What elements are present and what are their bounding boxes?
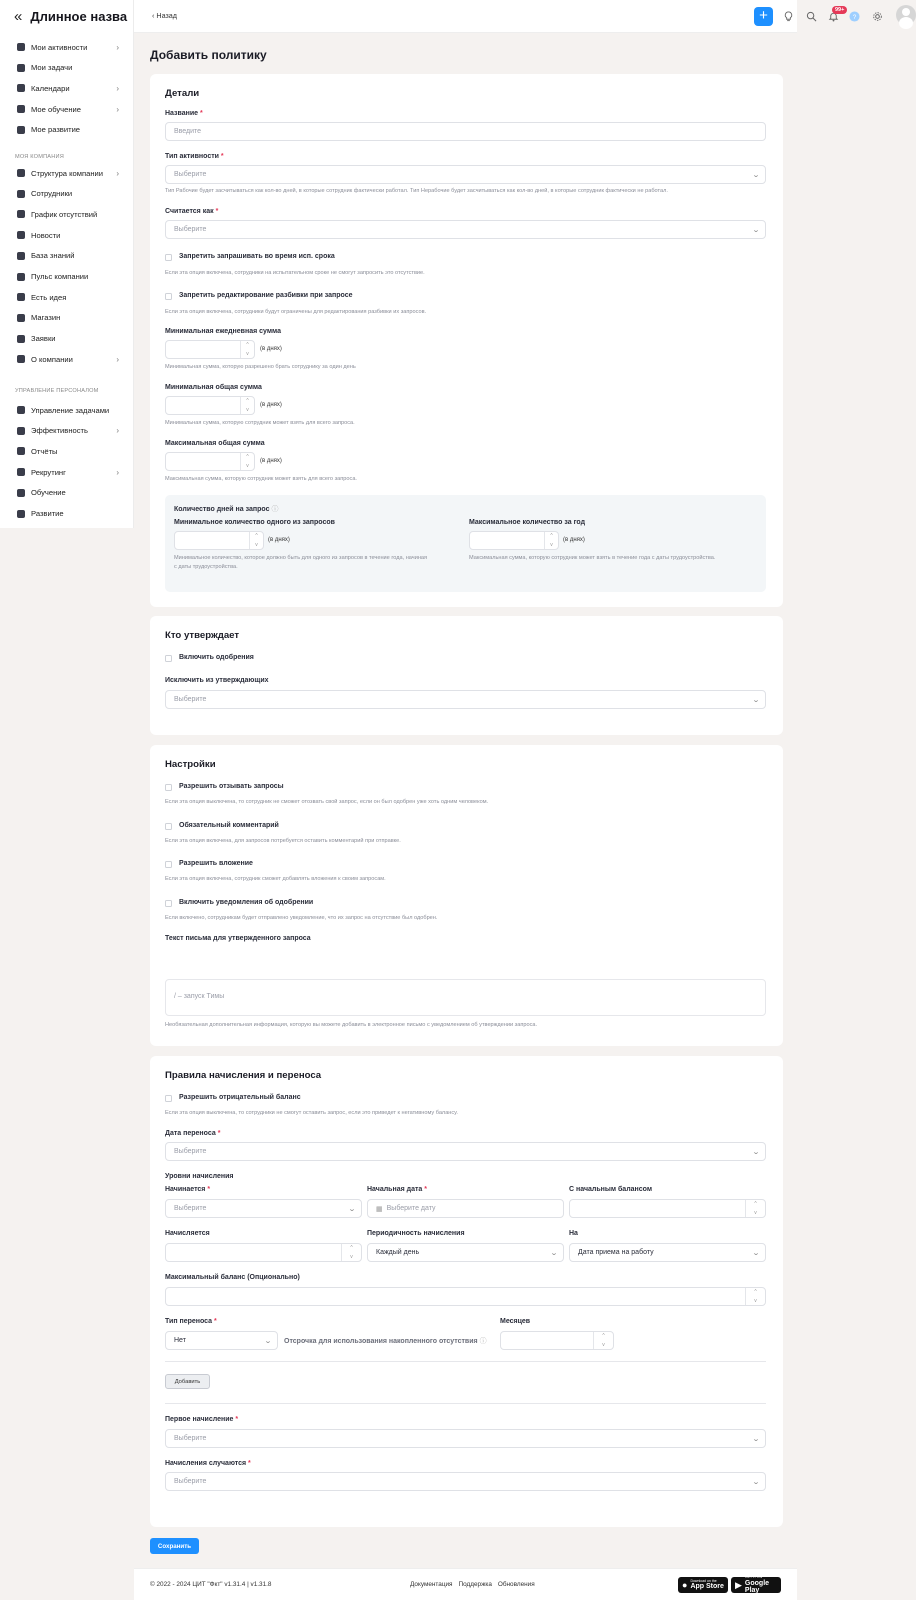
sidebar [0,0,134,528]
shop-icon [16,313,25,322]
min-per-request-label: Минимальное количество одного из запросов [174,519,335,526]
chevron-right-icon: › [116,426,119,436]
max-per-year-label: Максимальное количество за год [469,519,586,526]
months-label: Месяцев [500,1318,531,1325]
start-date-label: Начальная дата * [367,1186,427,1193]
min-per-request-hint: Минимальное количество, которое должно быть для одного из запросов в течение года, начиная [174,555,428,561]
accrual-title: Правила начисления и переноса [165,1070,322,1081]
calendar-icon [16,210,25,219]
sidebar-item[interactable] [16,270,119,284]
on-label: На [569,1230,578,1237]
sidebar-item[interactable] [16,61,119,75]
sidebar-item-label: Календари [31,83,70,93]
pulse-icon [16,272,25,281]
sidebar-item-label: О компании [31,354,73,364]
required-comment-label: Обязательный комментарий [179,822,279,829]
start-balance-label: С начальным балансом [569,1186,653,1193]
sidebar-item-label: Есть идея [31,292,67,302]
notifications-badge: 99+ [832,6,847,14]
accruals-happen-select[interactable]: Выберите ⌄ [165,1472,766,1491]
max-total-label: Максимальная общая сумма [165,440,265,447]
name-input[interactable]: Введите [165,122,766,141]
transfer-type-select[interactable]: Нет ⌄ [165,1331,278,1350]
sidebar-item[interactable] [16,507,119,521]
min-per-request-input[interactable] [174,531,264,550]
chevron-down-icon: ⌄ [751,1148,761,1156]
sidebar-header [0,0,133,32]
collapse-sidebar-icon[interactable]: « [14,7,23,25]
sidebar-item[interactable] [16,166,119,180]
unit-days: (в днях) [260,402,282,408]
sidebar-item-label: Развитие [31,509,64,518]
unit-days: (в днях) [260,458,282,464]
svg-text:?: ? [852,13,857,21]
sidebar-item[interactable] [16,228,119,242]
reports-icon [16,447,25,456]
back-link[interactable]: ‹ Назад [152,11,177,20]
months-input[interactable] [500,1331,614,1350]
section-hr: УПРАВЛЕНИЕ ПЕРСОНАЛОМ [15,388,99,394]
activity-type-select[interactable]: Выберите ⌄ [165,165,766,184]
stepper[interactable]: ^ v [745,1288,765,1305]
news-icon [16,231,25,240]
sidebar-item[interactable] [16,424,119,438]
transfer-type-label: Тип переноса * [165,1318,217,1325]
task-manage-icon [16,406,25,415]
learning-icon [16,105,25,114]
chevron-right-icon: › [116,168,119,178]
footer-link-support[interactable]: Поддержка [458,1581,492,1588]
required-comment-hint: Если эта опция включена, для запросов потребуется оставить комментарий при отправке. [165,838,401,844]
sidebar-item-label: Пульс компании [31,272,89,281]
sidebar-item[interactable] [16,311,119,325]
periodicity-select[interactable]: Каждый день ⌄ [367,1243,564,1262]
page-title: Добавить политику [150,48,267,62]
tasks-icon [16,63,25,72]
book-icon [16,125,25,134]
folder-icon [16,334,25,343]
efficiency-icon [16,426,25,435]
footer-link-updates[interactable]: Обновления [497,1581,535,1588]
create-button[interactable]: + [754,7,773,26]
approval-notify-hint: Если включено, сотрудникам будет отправлено уведомление, что их запрос на отсутствие был одобрен. [165,915,438,921]
development-icon [16,509,25,518]
back-label: Назад [156,11,177,20]
sidebar-item-label: Структура компании [31,168,103,178]
max-balance-label: Максимальный баланс (Опционально) [165,1274,300,1281]
accrual-card [150,1056,783,1527]
chevron-down-icon: ⌄ [751,1249,761,1257]
copyright: © 2022 - 2024 ЦИТ "Фкт" v1.31.4 | v1.31.8 [150,1581,272,1588]
settings-icon[interactable] [872,11,883,22]
first-accrual-label: Первое начисление * [165,1416,239,1423]
transfer-date-label: Дата переноса * [165,1130,221,1137]
sidebar-item[interactable] [16,465,119,479]
footer-link-docs[interactable]: Документация [410,1581,453,1588]
details-title: Детали [165,88,200,99]
sidebar-item[interactable] [16,332,119,346]
stepper[interactable]: ^ v [249,532,263,549]
play-icon: ▶ [735,1579,742,1590]
allow-withdraw-label: Разрешить отзывать запросы [179,783,284,790]
structure-icon [16,169,25,178]
accrues-input[interactable] [165,1243,362,1262]
approval-notify-checkbox[interactable] [165,900,172,907]
email-text-editor[interactable] [165,979,766,1016]
first-accrual-select[interactable]: Выберите ⌄ [165,1429,766,1448]
unit-days: (в днях) [268,537,290,543]
stepper[interactable]: ^ v [341,1244,361,1261]
forbid-probation-label: Запретить запрашивать во время исп. срока [179,253,335,260]
accrual-levels-label: Уровни начисления [165,1173,234,1180]
max-total-hint: Максимальная сумма, которую сотрудник может взять для всего запроса. [165,476,357,482]
exclude-approvers-select[interactable]: Выберите ⌄ [165,690,766,709]
sidebar-item-label: Отчёты [31,446,58,456]
company-icon [16,355,25,364]
forbid-probation-checkbox[interactable] [165,254,172,261]
approvers-card [150,616,783,735]
unit-days: (в днях) [563,537,585,543]
calendar-icon [16,84,25,93]
stepper[interactable]: ^ v [745,1200,765,1217]
forbid-split-checkbox[interactable] [165,293,172,300]
chevron-down-icon: ⌄ [751,171,761,179]
divider [165,1361,766,1362]
footer [134,1568,797,1600]
allow-attachment-checkbox[interactable] [165,861,172,868]
book-icon [16,251,25,260]
activity-icon [16,43,25,52]
activity-type-label: Тип активности * [165,153,224,160]
section-my-company: МОЯ КОМПАНИЯ [15,154,64,160]
accrues-label: Начисляется [165,1230,210,1237]
approvers-title: Кто утверждает [165,630,240,641]
sidebar-item[interactable] [16,187,119,201]
approval-notify-label: Включить уведомления об одобрении [179,899,314,906]
sidebar-item[interactable] [16,403,119,417]
deferral-label: Отсрочка для использования накопленного отсутствия ⓘ [284,1338,487,1345]
exclude-approvers-label: Исключить из утверждающих [165,677,269,684]
chevron-right-icon: › [116,83,119,93]
sidebar-item[interactable] [16,352,119,366]
required-comment-checkbox[interactable] [165,823,172,830]
sidebar-item-label: Заявки [31,334,56,344]
allow-negative-label: Разрешить отрицательный баланс [179,1094,301,1101]
calendar-icon: ▦ [376,1205,383,1213]
min-total-hint: Минимальная сумма, которую сотрудник может взять для всего запроса. [165,420,355,426]
accruals-happen-label: Начисления случаются * [165,1460,251,1467]
allow-withdraw-checkbox[interactable] [165,784,172,791]
info-icon: ⓘ [479,1338,487,1345]
sidebar-item[interactable] [16,81,119,95]
min-daily-label: Минимальная ежедневная сумма [165,328,281,335]
counted-as-select[interactable]: Выберите ⌄ [165,220,766,239]
divider [165,1403,766,1404]
chevron-down-icon: ⌄ [751,1478,761,1486]
min-total-input[interactable] [165,396,255,415]
sidebar-item-label: График отсутствий [31,209,98,219]
transfer-date-select[interactable]: Выберите ⌄ [165,1142,766,1161]
on-select[interactable]: Дата приема на работу ⌄ [569,1243,766,1262]
sidebar-item-label: Эффективность [31,426,88,436]
chevron-right-icon: › [116,354,119,364]
sidebar-item[interactable] [16,249,119,263]
google-play-badge[interactable]: ▶ GET IT ON Google Play [731,1577,781,1593]
idea-icon [16,293,25,302]
enable-approvals-label: Включить одобрения [179,654,254,661]
sidebar-item[interactable] [16,207,119,221]
chevron-right-icon: › [116,467,119,477]
unit-days: (в днях) [260,346,282,352]
forbid-split-hint: Если эта опция включена, сотрудники будут ограничены для редактирования разбивки их запросов. [165,309,427,315]
start-date-input[interactable]: ▦ Выберите дату [367,1199,564,1218]
allow-attachment-hint: Если эта опция включена, сотрудник сможет добавлять вложения к своим запросам. [165,876,386,882]
min-per-request-hint-2: с даты трудоустройства. [174,564,238,570]
days-per-request-title: Количество дней на запрос ⓘ [174,506,279,513]
min-daily-hint: Минимальная сумма, которую разрешено брать сотруднику за один день [165,364,356,370]
activity-type-hint: Тип Рабочие будет засчитываться как кол-во дней, в которые сотрудник фактически работал. Тип Нерабочие будет засчитываться как кол-во дней, в которые сотрудник фактически не работал. [165,188,668,194]
sidebar-item[interactable] [16,123,119,137]
days-per-request-box [165,495,766,592]
help-icon[interactable] [849,11,860,22]
forbid-probation-hint: Если эта опция включена, сотрудники на испытательном сроке не смогут запросить это отсутствие. [165,270,425,276]
stepper[interactable]: ^ v [240,341,254,358]
sidebar-item[interactable] [16,486,119,500]
add-level-button[interactable]: Добавить [165,1374,210,1389]
search-icon[interactable] [806,11,817,22]
settings-card [150,745,783,1046]
sidebar-item-label: Рекрутинг [31,467,66,477]
min-daily-input[interactable] [165,340,255,359]
stepper[interactable]: ^ v [240,453,254,470]
sidebar-item-label: Новости [31,230,61,240]
email-text-hint: Необязательная дополнительная информация, которую вы можете добавить в электронное письмо с уведомлением об утверждении запроса. [165,1022,538,1028]
chevron-down-icon: ⌄ [263,1337,273,1345]
sidebar-item-label: Мое обучение [31,104,82,114]
forbid-split-label: Запретить редактирование разбивки при запросе [179,292,353,299]
allow-negative-checkbox[interactable] [165,1095,172,1102]
periodicity-label: Периодичность начисления [367,1230,465,1237]
chevron-right-icon: › [116,42,119,52]
counted-as-label: Считается как * [165,208,219,215]
sidebar-item-label: Сотрудники [31,189,73,199]
starts-select[interactable]: Выберите ⌄ [165,1199,362,1218]
save-button[interactable]: Сохранить [150,1538,199,1554]
chevron-down-icon: ⌄ [751,1435,761,1443]
chevron-down-icon: ⌄ [751,226,761,234]
sidebar-item-label: Мое развитие [31,125,81,135]
sidebar-item-label: База знаний [31,251,75,261]
starts-label: Начинается * [165,1186,211,1193]
max-per-year-hint: Максимальная сумма, которую сотрудник может взять в течение года с даты трудоустройства. [469,555,716,561]
chevron-down-icon: ⌄ [549,1249,559,1257]
recruiting-icon [16,468,25,477]
max-balance-input[interactable] [165,1287,766,1306]
allow-negative-hint: Если эта опция выключена, то сотрудники не смогут оставить запрос, если это приведет к негативному балансу. [165,1110,458,1116]
sidebar-item-label: Управление задачами [31,405,110,415]
max-per-year-input[interactable] [469,531,559,550]
enable-approvals-checkbox[interactable] [165,655,172,662]
topbar [134,0,857,33]
settings-title: Настройки [165,759,216,770]
min-total-label: Минимальная общая сумма [165,384,262,391]
name-label: Название * [165,110,203,117]
stepper[interactable]: ^ v [544,532,558,549]
info-icon: ⓘ [271,506,279,513]
sidebar-item[interactable] [16,444,119,458]
stepper[interactable]: ^ v [593,1332,613,1349]
sidebar-item-label: Обучение [31,488,66,498]
idea-icon[interactable] [783,11,794,22]
sidebar-item-label: Мои задачи [31,63,73,73]
sidebar-item[interactable] [16,290,119,304]
company-title: Длинное назва [30,8,128,24]
sidebar-item[interactable] [16,102,119,116]
email-text-placeholder: / – запуск Тимы [174,993,225,1000]
footer-links [410,1581,535,1588]
max-total-input[interactable] [165,452,255,471]
allow-attachment-label: Разрешить вложение [179,860,253,867]
sidebar-item-label: Мои активности [31,42,88,52]
email-text-label: Текст письма для утвержденного запроса [165,935,311,942]
apple-icon: ● [682,1580,688,1590]
allow-withdraw-hint: Если эта опция выключена, то сотрудник не сможет отозвать свой запрос, если он был одобрен уже хоть одним человеком. [165,799,489,805]
app-store-badge[interactable]: ● Download on the App Store [678,1577,728,1593]
stepper[interactable]: ^ v [240,397,254,414]
learning-icon [16,488,25,497]
chevron-down-icon: ⌄ [347,1205,357,1213]
chevron-down-icon: ⌄ [751,696,761,704]
sidebar-item-label: Магазин [31,313,61,323]
avatar[interactable] [896,5,916,25]
sidebar-item[interactable] [16,40,119,54]
employees-icon [16,189,25,198]
start-balance-input[interactable] [569,1199,766,1218]
details-card [150,74,783,607]
chevron-right-icon: › [116,104,119,114]
